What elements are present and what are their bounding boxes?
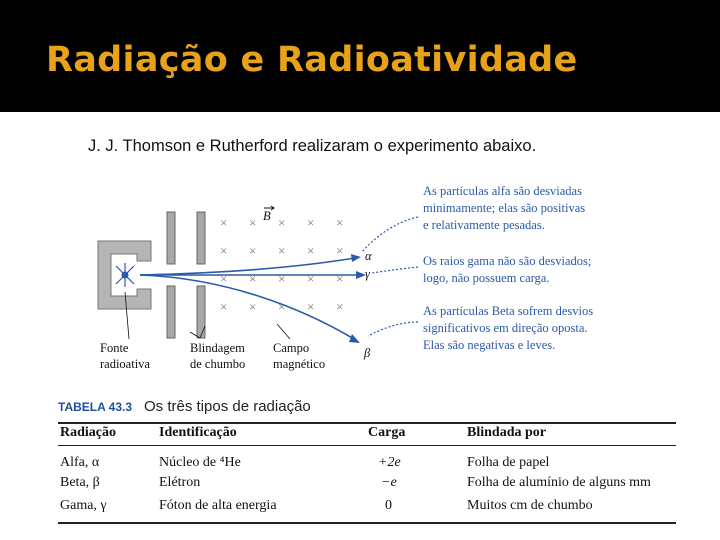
gamma-annotation: Os raios gama não são desviados; logo, não possuem carga. bbox=[423, 254, 592, 285]
field-symbol: B bbox=[263, 209, 271, 223]
field-label: Campo magnético bbox=[273, 341, 326, 371]
field-mark: × bbox=[220, 271, 228, 286]
cell-shielded-by: Folha de papel bbox=[467, 455, 550, 470]
radioactive-source-icon bbox=[116, 263, 134, 287]
cell-charge: 0 bbox=[385, 498, 392, 513]
slide-content bbox=[0, 112, 720, 540]
field-mark: × bbox=[249, 299, 257, 314]
field-mark: × bbox=[336, 299, 344, 314]
beta-annotation: As partículas Beta sofrem desvios significativos em direção oposta. Elas são negativas e leves. bbox=[423, 304, 594, 352]
field-mark: × bbox=[307, 215, 315, 230]
alpha-annotation: As partículas alfa são desviadas minimamente; elas são positivas e relativamente pesadas. bbox=[423, 184, 586, 232]
cell-shielded-by: Folha de alumínio de alguns mm bbox=[467, 475, 651, 490]
field-mark: × bbox=[278, 299, 286, 314]
cell-radiation: Gama, γ bbox=[60, 498, 107, 513]
field-mark: × bbox=[307, 299, 315, 314]
table-id: TABELA 43.3 bbox=[58, 400, 133, 414]
beam-arrowheads bbox=[349, 254, 366, 343]
table-title bbox=[58, 398, 698, 418]
field-mark: × bbox=[220, 215, 228, 230]
cell-radiation: Beta, β bbox=[60, 475, 100, 490]
cell-shielded-by: Muitos cm de chumbo bbox=[467, 498, 593, 513]
gamma-symbol: γ bbox=[365, 267, 370, 281]
field-mark: × bbox=[336, 271, 344, 286]
cell-identification: Fóton de alta energia bbox=[159, 498, 277, 513]
field-mark: × bbox=[336, 215, 344, 230]
cell-identification: Núcleo de ⁴He bbox=[159, 455, 241, 470]
table-header-rule bbox=[58, 445, 676, 446]
field-mark: × bbox=[278, 271, 286, 286]
slide-title: Radiação e Radioatividade bbox=[46, 40, 578, 80]
annotation-leaders bbox=[362, 217, 418, 336]
field-mark: × bbox=[336, 243, 344, 258]
lead-plate-upper-1 bbox=[167, 212, 175, 264]
field-mark: × bbox=[220, 243, 228, 258]
cell-charge: +2e bbox=[378, 455, 401, 470]
cell-radiation: Alfa, α bbox=[60, 455, 100, 470]
table-bottom-rule bbox=[58, 522, 676, 524]
field-mark: × bbox=[278, 215, 286, 230]
shield-label: Blindagem de chumbo bbox=[190, 341, 246, 371]
header-shielded-by: Blindada por bbox=[467, 425, 546, 440]
slide-subtitle: J. J. Thomson e Rutherford realizaram o experimento abaixo. bbox=[88, 137, 537, 155]
lead-plate-upper-2 bbox=[197, 212, 205, 264]
field-mark: × bbox=[307, 271, 315, 286]
field-mark: × bbox=[249, 271, 257, 286]
cell-identification: Elétron bbox=[159, 475, 201, 490]
field-mark: × bbox=[249, 243, 257, 258]
beta-symbol: β bbox=[364, 346, 371, 360]
lead-plate-lower-2 bbox=[197, 286, 205, 338]
table-top-rule bbox=[58, 422, 676, 424]
alpha-symbol: α bbox=[365, 249, 372, 263]
field-mark: × bbox=[249, 215, 257, 230]
source-label: Fonte radioativa bbox=[100, 341, 150, 371]
header-charge: Carga bbox=[368, 425, 406, 440]
lead-plate-lower-1 bbox=[167, 286, 175, 338]
header-radiation: Radiação bbox=[60, 425, 116, 440]
field-mark: × bbox=[278, 243, 286, 258]
field-mark: × bbox=[220, 299, 228, 314]
header-identification: Identificação bbox=[159, 425, 237, 440]
cell-charge: −e bbox=[381, 475, 397, 490]
magnetic-field-marks bbox=[220, 215, 343, 314]
table-caption: Os três tipos de radiação bbox=[144, 398, 311, 415]
title-bar bbox=[0, 0, 720, 112]
field-mark: × bbox=[307, 243, 315, 258]
